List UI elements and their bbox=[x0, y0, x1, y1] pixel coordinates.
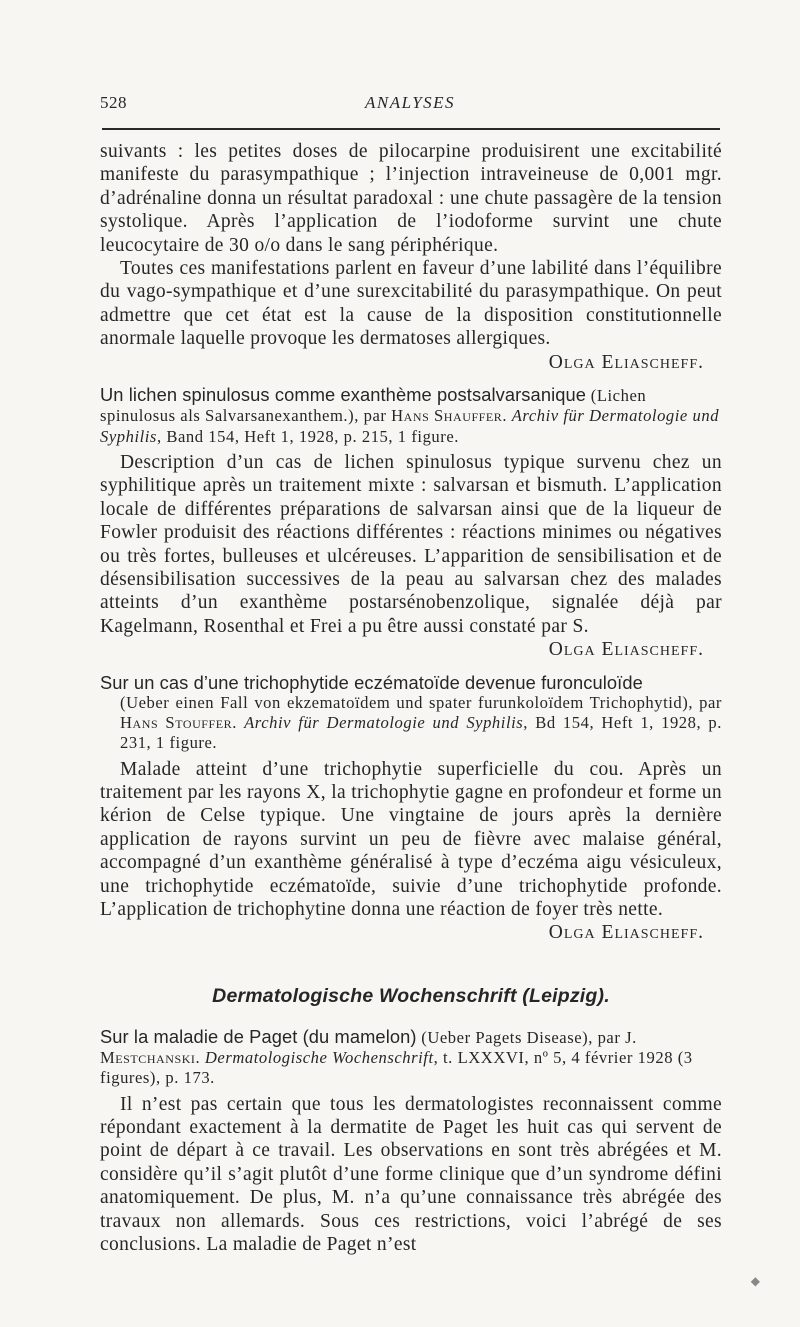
entry-1-text: Description d’un cas de lichen spinulosus typique survenu chez un syphilitique après un traitement mixte : salvarsan et bismuth. L’application locale de différentes préparations de salvarsan ainsi que de la liqueur de Fowler produisit des réactions différentes : réactions minimes ou négatives ou très fortes, bulleuses et ulcéreuses. L’apparition de sensibilisation et de désensibilisation successives de la peau au salvarsan chez des malades atteints d’un exanthème postarsénobenzolique, signalée déjà par Kagelmann, Rosenthal et Frei a pu être aussi constaté par S. bbox=[100, 451, 722, 637]
page-header bbox=[100, 93, 720, 123]
signature: Olga Eliascheff. bbox=[548, 922, 704, 944]
entry-2-body bbox=[100, 758, 722, 945]
entry-1-body bbox=[100, 451, 722, 662]
running-title: ANALYSES bbox=[364, 93, 456, 112]
intro-paragraph-2-text: Toutes ces manifestations parlent en faveur d’une labilité dans l’équilibre du vago-sympathique et d’une surexcitabilité du parasympathique. On peut admettre que cet état est la cause de la disposition constitutionnelle anormale laquelle provoque les dermatoses allergiques. bbox=[100, 258, 722, 350]
entry-2-ref-c: , Bd 154, Heft 1, 1928, p. 231, 1 figure. bbox=[120, 712, 722, 753]
entry-2-heading: Sur un cas d’une trichophytide eczématoïde devenue furonculoïde bbox=[100, 671, 643, 693]
entry-3-ref-a: (Ueber Pagets Disease), par J. bbox=[416, 1027, 637, 1047]
signature: Olga Eliascheff. bbox=[548, 639, 704, 661]
entry-3-journal: Dermatologische Wochenschrift bbox=[204, 1048, 434, 1068]
entry-1-heading: Un lichen spinulosus comme exanthème postsalvarsanique bbox=[100, 384, 587, 406]
review-entry-3 bbox=[100, 1026, 722, 1257]
entry-2-ref-a: (Ueber einen Fall von ekzematoïdem und spater furunkoloïdem Trichophytid), par bbox=[120, 692, 722, 712]
page-number: 528 bbox=[100, 93, 127, 112]
page-body bbox=[100, 140, 722, 1256]
entry-1-reference bbox=[100, 384, 722, 447]
entry-3-reference bbox=[100, 1026, 722, 1089]
entry-3-author: Mestchanski bbox=[100, 1048, 196, 1068]
review-entry-1 bbox=[100, 384, 722, 662]
signature: Olga Eliascheff. bbox=[548, 351, 704, 373]
entry-3-body: Il n’est pas certain que tous les dermatologistes reconnaissent comme répondant exactement à la dermatite de Paget les huit cas qui servent de point de départ à ce travail. Les observations en sont très abrégées et M. considère qu’il s’agit plutôt d’une forme clinique que d’un syndrome défini anatomiquement. De plus, M. n’a qu’une connaissance très abrégée des travaux non allemards. Sous ces restrictions, voici l’abrégé de ses conclusions. La maladie de Paget n’est bbox=[100, 1093, 722, 1256]
entry-2-journal: Archiv für Dermatologie und Syphilis bbox=[244, 712, 524, 732]
entry-1-ref-a: (Lichen spinulosus als Salvarsanexanthem.), par bbox=[100, 386, 647, 426]
review-entry-2 bbox=[100, 672, 722, 945]
header-rule bbox=[102, 128, 720, 130]
entry-2-text: Malade atteint d’une trichophytie superficielle du cou. Après un traitement par les rayons X, la trichophytie gagne en profondeur et forme un kérion de Celse typique. Une vingtaine de jours après la dernière application de rayons survint un peu de fièvre avec malaise général, accompagné d’un exanthème généralisé à type d’eczéma aigu vésiculeux, une trichophytide eczématoïde, suivie d’une trichophytide profonde. L’application de trichophytine donna une réaction de foyer très nette. bbox=[100, 758, 722, 920]
page-corner-mark-icon: ◆ bbox=[750, 1274, 760, 1288]
intro-paragraph-1: suivants : les petites doses de pilocarpine produisirent une excitabilité manifeste du parasympathique ; l’injection intraveineuse de 0,001 mgr. d’adrénaline donna un résultat paradoxal : une chute passagère de la tension systolique. Après l’application de l’iodoforme survint une chute leucocytaire de 30 o/o dans le sang périphérique. bbox=[100, 141, 722, 256]
entry-1-ref-b: . bbox=[502, 406, 512, 426]
section-title: Dermatologische Wochenschrift (Leipzig). bbox=[212, 984, 610, 1007]
intro-paragraph-2 bbox=[100, 257, 722, 374]
entry-1-author: Hans Shauffer bbox=[391, 406, 503, 426]
entry-2-author: Hans Stouffer bbox=[120, 712, 233, 732]
entry-3-ref-b: . bbox=[195, 1048, 205, 1068]
entry-2-ref-b: . bbox=[232, 712, 245, 732]
entry-3-heading: Sur la maladie de Paget (du mamelon) bbox=[100, 1025, 417, 1047]
entry-2-reference bbox=[100, 693, 722, 754]
entry-1-ref-c: , Band 154, Heft 1, 1928, p. 215, 1 figure. bbox=[156, 426, 459, 446]
entry-3-ref-c: , t. LXXXVI, nº 5, 4 février 1928 (3 figures), p. 173. bbox=[100, 1048, 693, 1088]
entry-1-journal: Archiv für Dermatologie und Syphilis bbox=[100, 406, 720, 446]
